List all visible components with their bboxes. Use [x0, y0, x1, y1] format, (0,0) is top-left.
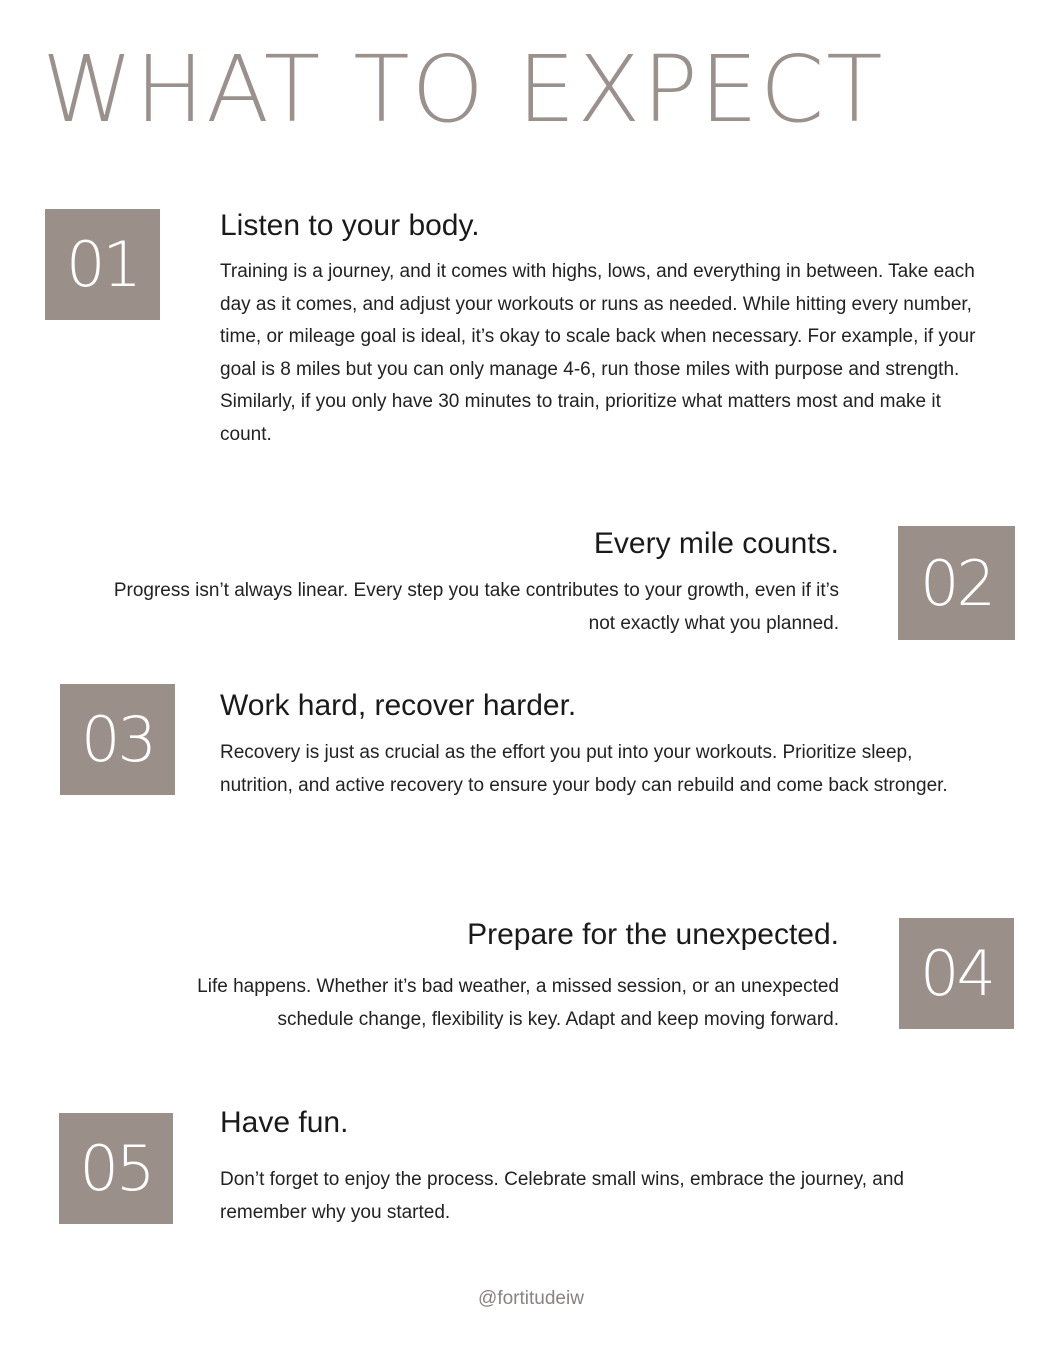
section-heading-02: Every mile counts.: [593, 527, 839, 560]
section-heading-03: Work hard, recover harder.: [220, 689, 577, 722]
section-number-02: 02: [898, 526, 1015, 640]
section-heading-05: Have fun.: [220, 1106, 349, 1139]
section-number-05: 05: [59, 1113, 173, 1224]
section-body-02: Progress isn’t always linear. Every step you take contributes to your growth, even if it’s not exactly what you planned.: [113, 580, 839, 634]
section-number-01: 01: [45, 209, 160, 320]
section-body-01: Training is a journey, and it comes with highs, lows, and everything in between. Take each day as it comes, and adjust your workouts or runs as needed. While hitting every number, time, or mileage goal is ideal, it’s okay to scale back when necessary. For example, if your goal is 8 miles but you can only manage 4-6, run those miles with purpose and strength. Similarly, if you only have 30 minutes to train, prioritize what matters most and make it count.: [220, 261, 976, 445]
section-body-05: Don’t forget to enjoy the process. Celebrate small wins, embrace the journey, and remember why you started.: [220, 1169, 904, 1223]
section-heading-01: Listen to your body.: [220, 209, 480, 242]
section-heading-04: Prepare for the unexpected.: [467, 918, 839, 951]
footer-handle: @fortitudeiw: [478, 1288, 584, 1309]
section-number-03: 03: [60, 684, 175, 795]
section-body-03: Recovery is just as crucial as the effort you put into your workouts. Prioritize sleep, nutrition, and active recovery to ensure your body can rebuild and come back stronger.: [220, 742, 948, 796]
section-number-04: 04: [899, 918, 1014, 1029]
section-body-04: Life happens. Whether it’s bad weather, a missed session, or an unexpected schedule change, flexibility is key. Adapt and keep moving forward.: [197, 976, 839, 1030]
page-title: WHAT TO EXPECT: [42, 36, 885, 143]
